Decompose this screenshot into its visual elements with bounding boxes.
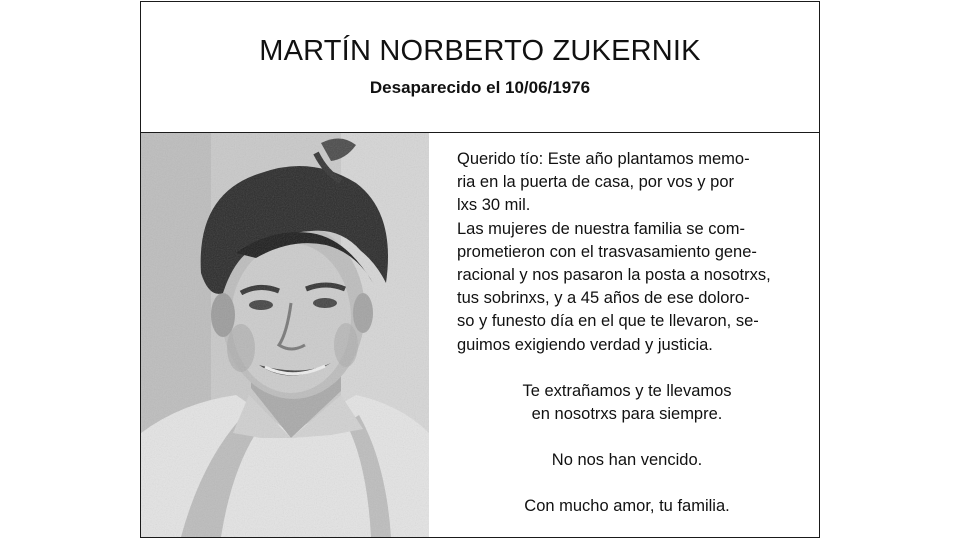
person-name: MARTÍN NORBERTO ZUKERNIK [259, 35, 701, 67]
portrait-photo [141, 133, 429, 537]
text-line: racional y nos pasaron la posta a nosotrxs, [457, 266, 771, 285]
text-line: Te extrañamos y te llevamos [522, 381, 732, 400]
closing-missing-you [457, 380, 797, 426]
text-line: Querido tío: Este año plantamos memo- [457, 150, 750, 168]
text-line: lxs 30 mil. [457, 196, 531, 215]
paragraph-dedication [457, 148, 797, 218]
portrait-image [141, 133, 429, 537]
closing-signature: Con mucho amor, tu familia. [524, 497, 730, 516]
text-line: ria en la puerta de casa, por vos y por [457, 173, 734, 192]
notice-header [141, 2, 819, 133]
text-line: so y funesto día en el que te llevaron, se- [457, 312, 759, 331]
paragraph-family [457, 218, 797, 357]
spacer [457, 426, 797, 449]
text-line: prometieron con el trasvasamiento gene- [457, 242, 757, 261]
text-line: Las mujeres de nuestra familia se com- [457, 219, 745, 238]
text-line: tus sobrinxs, y a 45 años de ese doloro- [457, 289, 750, 308]
text-line: guimos exigiendo verdad y justicia. [457, 335, 713, 354]
closing-not-defeated: No nos han vencido. [551, 451, 703, 470]
spacer [457, 472, 797, 495]
text-line: en nosotrxs para siempre. [531, 405, 723, 424]
disappearance-date: Desaparecido el 10/06/1976 [369, 78, 591, 97]
memorial-notice [140, 1, 820, 538]
spacer [457, 357, 797, 380]
notice-body [457, 148, 797, 519]
